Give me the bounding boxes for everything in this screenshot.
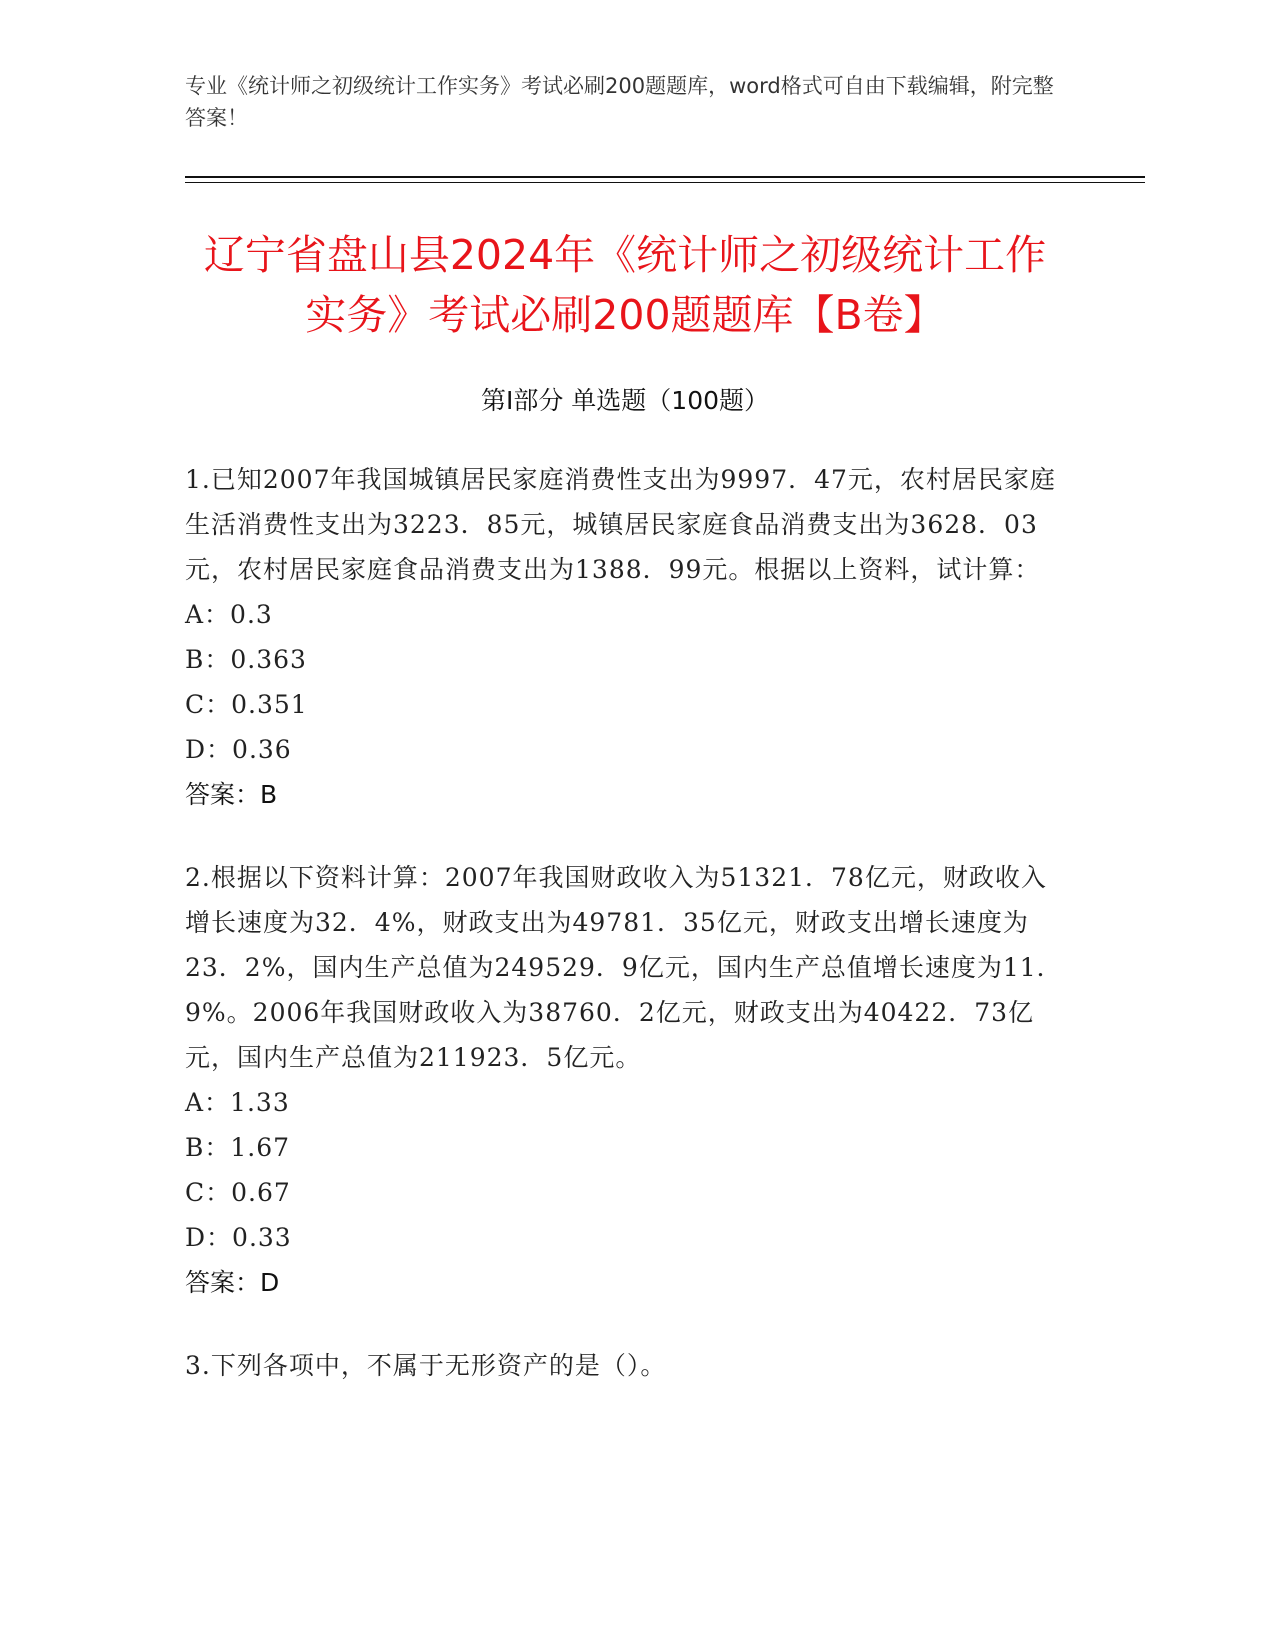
question-stem: 2.根据以下资料计算：2007年我国财政收入为51321．78亿元，财政收入增长速度为32．4%，财政支出为49781．35亿元，财政支出增长速度为23．2%，国内生产总值为249529．9亿元，国内生产总值增长速度为11．9%。2006年我国财政收入为38760．2亿元，财政支出为40422．73亿元，国内生产总值为211923．5亿元。 — [185, 863, 1063, 1072]
question-stem: 1.已知2007年我国城镇居民家庭消费性支出为9997．47元，农村居民家庭生活消费性支出为3223．85元，城镇居民家庭食品消费支出为3628．03元，农村居民家庭食品消费支出为1388．99元。根据以上资料，试计算： — [185, 465, 1056, 584]
section-title: 第Ⅰ部分 单选题（100题） — [480, 386, 770, 415]
question-1 — [185, 457, 1065, 817]
header-rule-thin — [185, 182, 1145, 183]
option-c: C：0.351 — [185, 690, 308, 719]
question-list — [185, 457, 1065, 1388]
header-rule-thick — [185, 176, 1145, 178]
document-page — [185, 70, 1145, 1426]
header-note: 专业《统计师之初级统计工作实务》考试必刷200题题库，word格式可自由下载编辑，附完整答案！ — [185, 74, 1054, 130]
option-d: D：0.33 — [185, 1223, 292, 1252]
document-title: 辽宁省盘山县2024年《统计师之初级统计工作实务》考试必刷200题题库【B卷】 — [203, 231, 1047, 339]
answer-line: 答案：D — [185, 1268, 280, 1297]
question-stem: 3.下列各项中，不属于无形资产的是（）。 — [185, 1351, 667, 1380]
option-b: B：1.67 — [185, 1133, 291, 1162]
option-c: C：0.67 — [185, 1178, 291, 1207]
option-a: A：1.33 — [185, 1088, 290, 1117]
option-a: A：0.3 — [185, 600, 273, 629]
option-b: B：0.363 — [185, 645, 307, 674]
option-d: D：0.36 — [185, 735, 292, 764]
question-3 — [185, 1343, 1065, 1388]
answer-line: 答案：B — [185, 780, 278, 809]
question-2 — [185, 855, 1065, 1305]
